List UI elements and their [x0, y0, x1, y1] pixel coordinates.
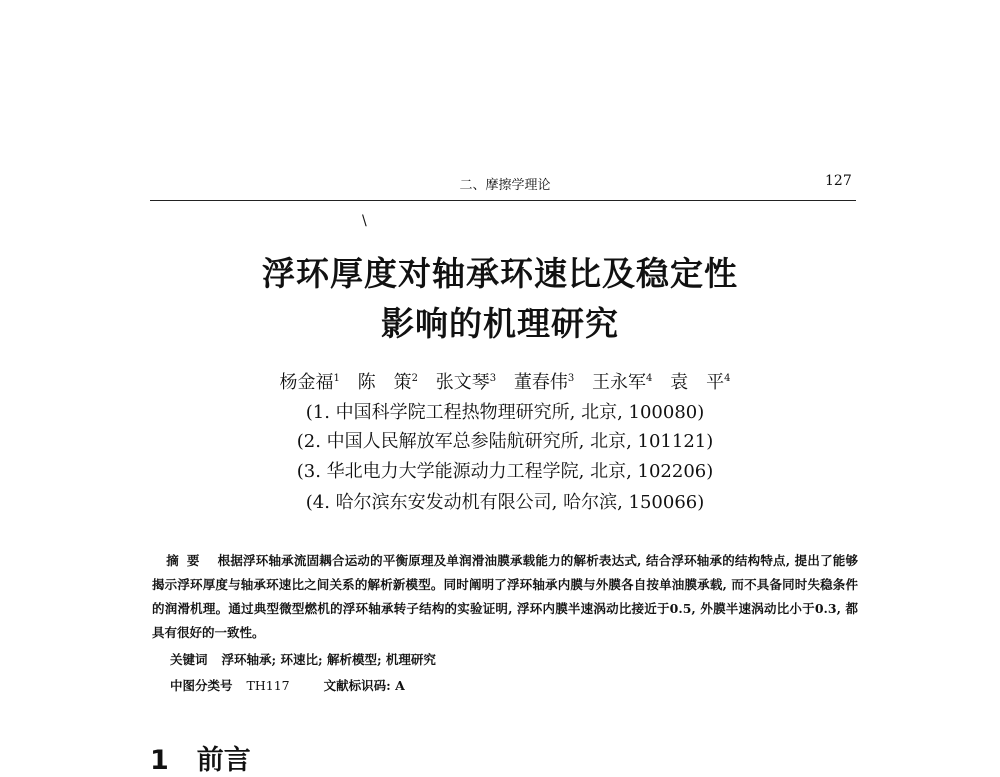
- keywords-text: 浮环轴承; 环速比; 解析模型; 机理研究: [221, 652, 436, 667]
- author: 陈 策$^2$: [357, 372, 419, 393]
- page-number: 127: [825, 173, 852, 189]
- classification: [170, 676, 405, 694]
- section-title: 前言: [196, 745, 251, 776]
- clc-code: TH117: [246, 678, 290, 693]
- keywords: [170, 650, 436, 668]
- author: 董春伟$^3$: [513, 372, 575, 393]
- header-rule: [150, 200, 856, 201]
- affiliation: (3. 华北电力大学能源动力工程学院, 北京, 102206): [296, 461, 714, 482]
- paper-title-line-2: 影响的机理研究: [381, 304, 619, 343]
- author: 杨金福$^1$: [279, 372, 340, 393]
- abstract: [152, 549, 858, 645]
- section-heading: [150, 738, 251, 777]
- running-head: 二、摩擦学理论: [459, 178, 551, 193]
- author-list: [0, 368, 1000, 394]
- author: 王永军$^4$: [591, 372, 653, 393]
- affiliation: (2. 中国人民解放军总参陆航研究所, 北京, 101121): [296, 431, 714, 452]
- clc-label: 中图分类号: [170, 678, 233, 693]
- abstract-text: 根据浮环轴承流固耦合运动的平衡原理及单润滑油膜承载能力的解析表达式, 结合浮环轴承的结构特点, 提出了能够揭示浮环厚度与轴承环速比之间关系的解析新模型。同时阐明了浮环轴承内膜与外膜各自按单油膜承载, 而不具备同时失稳条件的润滑机理。通过典型微型燃机的浮环轴承转子结构的实验证明, 浮环内膜半速涡动比接近于0.5, 外膜半速涡动比小于0.3, 都具有很好的一致性。: [152, 553, 858, 640]
- paper-title-line-1: 浮环厚度对轴承环速比及稳定性: [262, 254, 738, 293]
- keywords-label: 关键词: [170, 652, 208, 667]
- section-number: 1: [150, 745, 169, 776]
- doc-code-label: 文献标识码:: [323, 678, 391, 693]
- abstract-label: 摘要: [166, 553, 208, 568]
- author: 袁 平$^4$: [670, 372, 731, 393]
- affiliation: (4. 哈尔滨东安发动机有限公司, 哈尔滨, 150066): [305, 492, 705, 513]
- doc-code: A: [395, 678, 405, 693]
- affiliation: (1. 中国科学院工程热物理研究所, 北京, 100080): [305, 402, 705, 423]
- author: 张文琴$^3$: [435, 372, 497, 393]
- scan-mark: \: [362, 213, 367, 229]
